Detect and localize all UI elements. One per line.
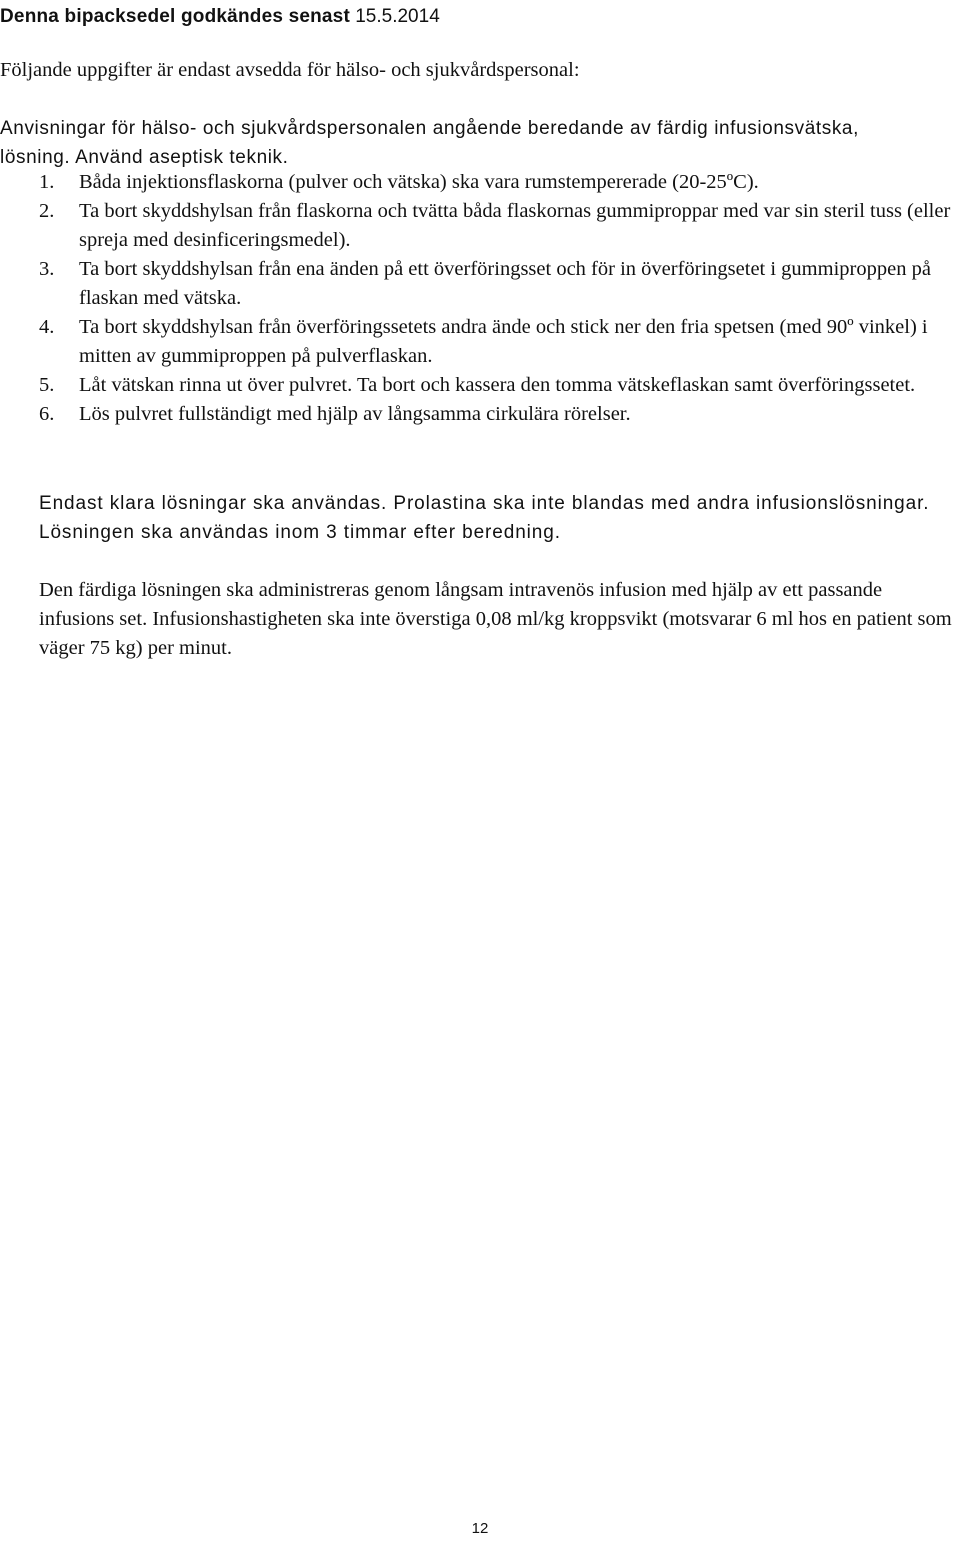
healthcare-professional-note: Följande uppgifter är endast avsedda för hälso- och sjukvårdspersonal:	[0, 59, 580, 81]
preparation-steps	[0, 168, 958, 429]
step-number: 5.	[39, 374, 55, 396]
step-number: 2.	[39, 200, 55, 222]
step-text: Ta bort skyddshylsan från ena änden på ett överföringsset och för in överföringsetet i gummiproppen på flaskan med vätska.	[79, 258, 931, 309]
approval-header	[0, 0, 440, 32]
approval-date: 15.5.2014	[355, 6, 440, 27]
step-text: Lös pulvret fullständigt med hjälp av långsamma cirkulära rörelser.	[79, 403, 631, 425]
usage-paragraph: Endast klara lösningar ska användas. Prolastina ska inte blandas med andra infusionslösningar. Lösningen ska användas inom 3 timmar efter beredning.	[39, 493, 930, 543]
step-item	[0, 313, 958, 371]
administration-paragraph: Den färdiga lösningen ska administreras genom långsam intravenös infusion med hjälp av ett passande infusions set. Infusionshastigheten ska inte överstiga 0,08 ml/kg kroppsvikt (motsvarar 6 ml hos en patient som väger 75 kg) per minut.	[39, 579, 952, 659]
step-text: Ta bort skyddshylsan från flaskorna och tvätta båda flaskornas gummiproppar med var sin steril tuss (eller spreja med desinficeringsmedel).	[79, 200, 951, 251]
step-number: 4.	[39, 316, 55, 338]
step-item	[0, 371, 958, 400]
approval-label: Denna bipacksedel godkändes senast	[0, 6, 350, 27]
page-number: 12	[471, 1520, 489, 1537]
step-item	[0, 197, 958, 255]
step-number: 3.	[39, 258, 55, 280]
step-item	[0, 400, 958, 429]
step-number: 6.	[39, 403, 55, 425]
preparation-intro: Anvisningar för hälso- och sjukvårdspersonalen angående beredande av färdig infusionsvätska, lösning. Använd aseptisk teknik.	[0, 118, 859, 168]
step-number: 1.	[39, 171, 55, 193]
step-item	[0, 255, 958, 313]
step-text: Ta bort skyddshylsan från överföringssetets andra ände och stick ner den fria spetsen (med 90º vinkel) i mitten av gummiproppen på pulverflaskan.	[79, 316, 928, 367]
step-text: Låt vätskan rinna ut över pulvret. Ta bort och kassera den tomma vätskeflaskan samt överföringssetet.	[79, 374, 916, 396]
step-text: Båda injektionsflaskorna (pulver och vätska) ska vara rumstempererade (20-25ºC).	[79, 171, 759, 193]
step-item	[0, 168, 958, 197]
